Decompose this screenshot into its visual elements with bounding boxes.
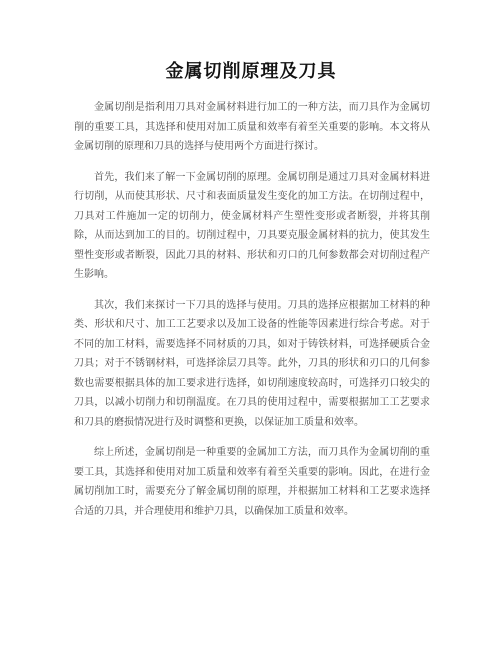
document-title: 金属切削原理及刀具 [165, 61, 337, 82]
paragraph-cutting-principle: 首先，我们来了解一下金属切削的原理。金属切削是通过刀具对金属材料进行切削，从而使其形状、尺寸和表面质量发生变化的加工方法。在切削过程中，刀具对工件施加一定的切削力，使金属材料产生塑性变形或者断裂，并将其削除，从而达到加工的目的。切削过程中，刀具要克服金属材料的抗力，使其发生塑性变形或者断裂，因此刀具的材料、形状和刃口的几何参数都会对切削过程产生影响。 [74, 171, 430, 280]
paragraph-conclusion: 综上所述，金属切削是一种重要的金属加工方法，而刀具作为金属切削的重要工具，其选择和使用对加工质量和效率有着至关重要的影响。因此，在进行金属切削加工时，需要充分了解金属切削的原理，并根据加工材料和工艺要求选择合适的刀具，并合理使用和维护刀具，以确保加工质量和效率。 [74, 447, 430, 517]
paragraph-intro: 金属切削是指利用刀具对金属材料进行加工的一种方法，而刀具作为金属切削的重要工具，其选择和使用对加工质量和效率有着至关重要的影响。本文将从金属切削的原理和刀具的选择与使用两个方面进行探讨。 [74, 102, 430, 152]
document-body [74, 98, 430, 532]
paragraph-tool-selection: 其次，我们来探讨一下刀具的选择与使用。刀具的选择应根据加工材料的种类、形状和尺寸、加工工艺要求以及加工设备的性能等因素进行综合考虑。对于不同的加工材料，需要选择不同材质的刀具，如对于铸铁材料，可选择硬质合金刀具；对于不锈钢材料，可选择涂层刀具等。此外，刀具的形状和刃口的几何参数也需要根据具体的加工要求进行选择，如切削速度较高时，可选择刃口较尖的刀具，以减小切削力和切削温度。在刀具的使用过程中，需要根据加工工艺要求和刀具的磨损情况进行及时调整和更换，以保证加工质量和效率。 [74, 299, 430, 428]
